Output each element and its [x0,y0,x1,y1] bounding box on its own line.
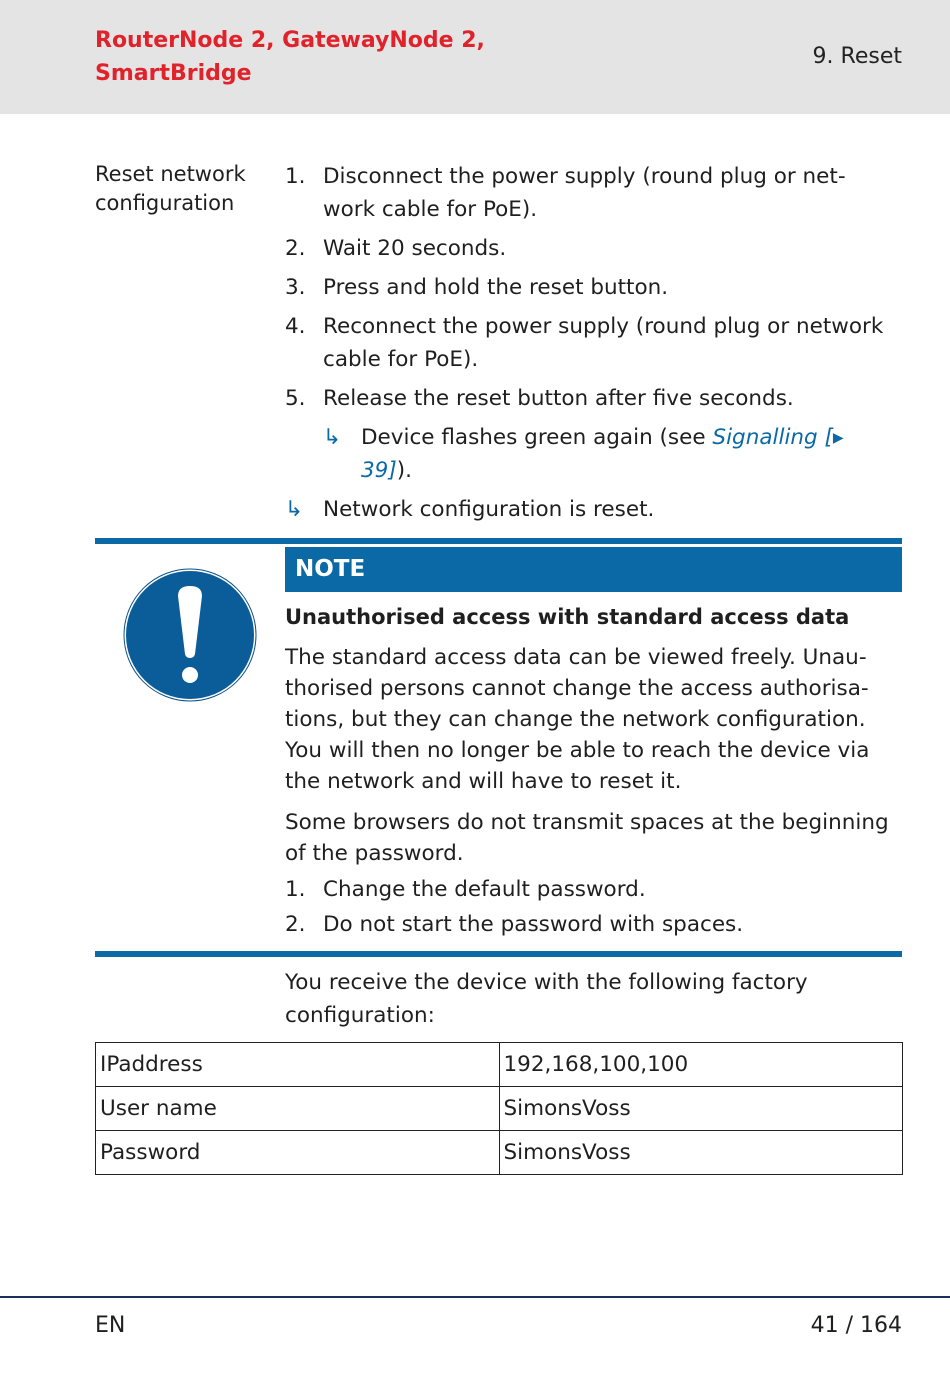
result-text: Device flashes green again (see [361,425,713,450]
note-top-rule [95,538,902,544]
final-result-text: Network configuration is reset. [323,497,655,522]
table-row [96,1087,903,1131]
language-label: EN [95,1313,126,1338]
final-result [285,493,885,526]
section-side-label: Reset network configuration [95,162,246,215]
page-number: 41 / 164 [810,1313,902,1338]
list-item [285,310,885,376]
table-cell-key: Password [96,1131,500,1175]
note-paragraph: The standard access data can be viewed freely. Unauthorised persons cannot change the access authorisations, but they can change the network configuration. You will then no longer be able to reach the device via the network and will have to reset it. [285,645,870,794]
note-paragraph: Some browsers do not transmit spaces at the beginning of the password. [285,810,889,866]
step-text: Wait 20 seconds. [323,236,507,261]
signalling-link[interactable]: Signalling [▸ 39] [361,425,844,483]
table-row [96,1043,903,1087]
table-row [96,1131,903,1175]
list-item [285,873,902,906]
list-item [285,271,885,304]
step-text: Do not start the password with spaces. [323,912,744,937]
step-text: Release the reset button after five seconds. [323,386,794,411]
step-text: Reconnect the power supply (round plug or network cable for PoE). [323,314,884,372]
product-name-line1: RouterNode 2, GatewayNode 2, [95,28,485,53]
note-title: Unauthorised access with standard access data [285,605,850,629]
chapter-title: 9. Reset [812,44,902,69]
table-cell-value: SimonsVoss [499,1131,903,1175]
result-arrow-icon: ↳ [323,425,342,450]
step-text: Change the default password. [323,877,646,902]
step-number: 1. [285,877,306,902]
product-name [95,24,515,90]
note-bottom-rule [95,951,902,957]
note-body [285,642,902,879]
list-item [285,232,885,265]
result-arrow-icon: ↳ [285,497,304,522]
factory-config-table [95,1042,903,1175]
table-cell-value: SimonsVoss [499,1087,903,1131]
note-label: NOTE [285,547,902,592]
intermediate-result [285,421,885,487]
result-text-end: ). [396,458,412,483]
product-name-line2: SmartBridge [95,61,252,86]
footer-rule [0,1296,950,1298]
step-text: Disconnect the power supply (round plug or network cable for PoE). [323,164,846,222]
list-item [285,908,902,941]
factory-config-intro: You receive the device with the following factory configuration: [285,970,808,1028]
list-item [285,382,885,415]
reset-steps-list [285,160,885,526]
table-cell-value: 192,168,100,100 [499,1043,903,1087]
table-cell-key: User name [96,1087,500,1131]
table-cell-key: IPaddress [96,1043,500,1087]
exclamation-mandatory-icon [123,568,257,702]
step-number: 2. [285,236,306,261]
step-number: 1. [285,164,306,189]
step-text: Press and hold the reset button. [323,275,669,300]
page-header [0,0,950,114]
step-number: 5. [285,386,306,411]
list-item [285,160,885,226]
note-steps-list [285,873,902,943]
step-number: 2. [285,912,306,937]
step-number: 4. [285,314,306,339]
step-number: 3. [285,275,306,300]
